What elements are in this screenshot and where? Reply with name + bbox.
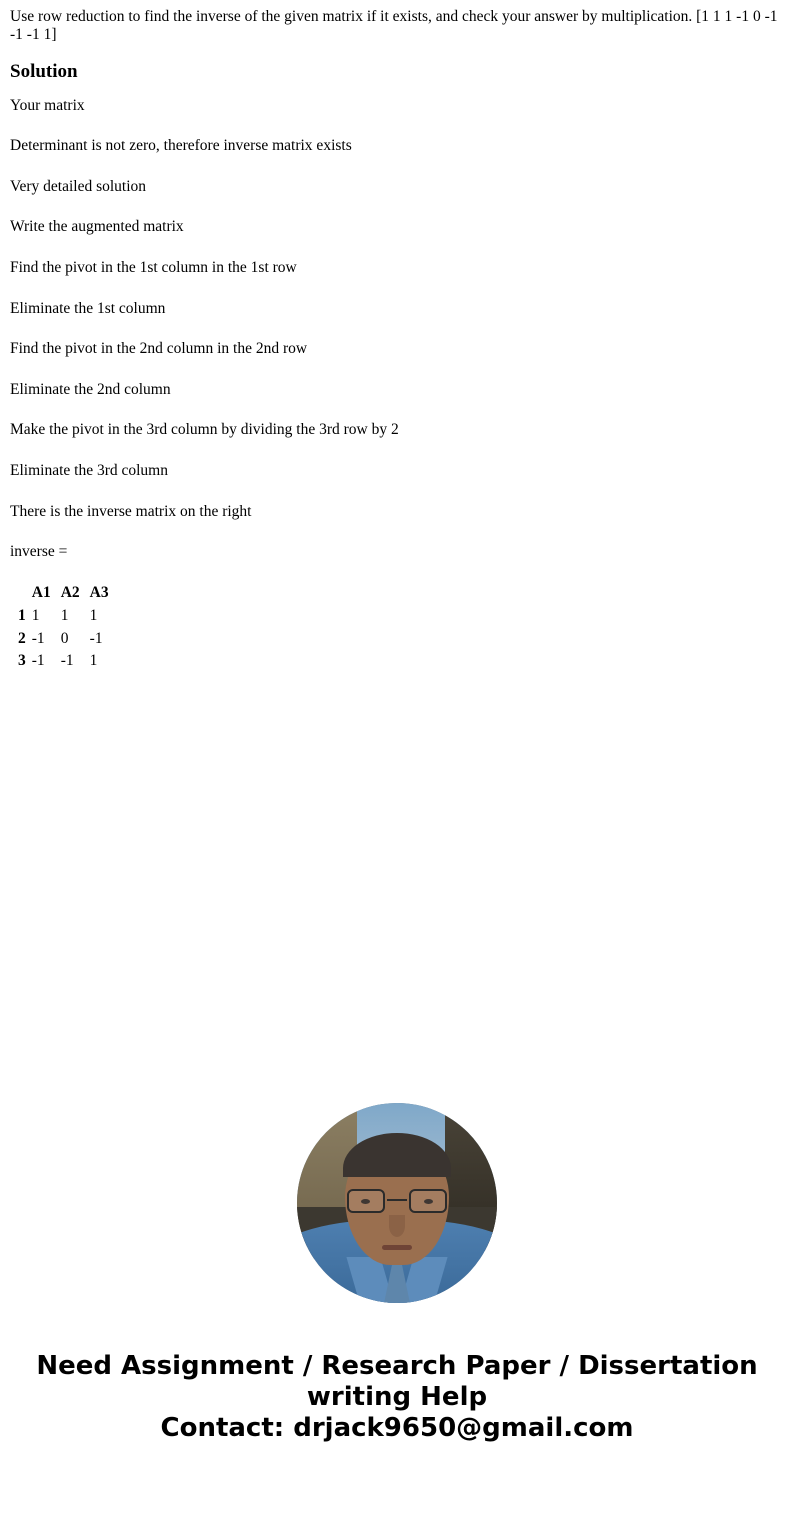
inverse-matrix-table — [16, 582, 117, 674]
matrix-cell-r3c2: -1 — [60, 652, 74, 670]
avatar-mouth — [382, 1245, 412, 1250]
solution-step-2: Determinant is not zero, therefore inverse matrix exists — [10, 137, 352, 155]
solution-step-3: Very detailed solution — [10, 177, 147, 195]
matrix-row-label-2: 2 — [18, 629, 26, 647]
solution-step-10: Eliminate the 3rd column — [10, 461, 168, 479]
table-row — [16, 628, 117, 651]
matrix-corner-cell — [16, 582, 30, 605]
matrix-column-header-a2: A2 — [60, 583, 80, 601]
solution-step-7: Find the pivot in the 2nd column in the 2nd row — [10, 340, 308, 358]
matrix-column-header-a1: A1 — [31, 583, 51, 601]
avatar-nose — [389, 1215, 405, 1237]
solution-step-11: There is the inverse matrix on the right — [10, 502, 252, 520]
avatar-glasses-bridge — [387, 1199, 407, 1201]
solution-heading: Solution — [10, 60, 78, 82]
matrix-column-header-a3: A3 — [89, 583, 109, 601]
avatar-container — [10, 1103, 784, 1303]
inverse-label: inverse = — [10, 543, 68, 561]
avatar-glasses — [345, 1189, 449, 1213]
solution-step-1: Your matrix — [10, 96, 85, 114]
matrix-cell-r3c3: 1 — [89, 652, 98, 670]
avatar — [297, 1103, 497, 1303]
matrix-cell-r1c1: 1 — [31, 606, 40, 624]
question-text: Use row reduction to find the inverse of the given matrix if it exists, and check your answer by multiplication. [1 1 1 -1 0 -1 -1 -1 1] — [10, 8, 778, 44]
matrix-cell-r2c2: 0 — [60, 629, 69, 647]
matrix-header-row — [16, 582, 117, 605]
matrix-cell-r2c3: -1 — [89, 629, 103, 647]
promo-line-1: Need Assignment / Research Paper / Dissertation — [36, 1351, 758, 1382]
promo-banner — [10, 1351, 784, 1473]
solution-step-8: Eliminate the 2nd column — [10, 380, 171, 398]
promo-contact: Contact: drjack9650@gmail.com — [160, 1412, 634, 1443]
table-row — [16, 650, 117, 673]
matrix-row-label-1: 1 — [18, 606, 26, 624]
matrix-cell-r1c2: 1 — [60, 606, 69, 624]
solution-step-5: Find the pivot in the 1st column in the 1st row — [10, 258, 297, 276]
solution-step-4: Write the augmented matrix — [10, 218, 184, 236]
matrix-cell-r3c1: -1 — [31, 652, 45, 670]
avatar-glasses-lens-right — [409, 1189, 447, 1213]
solution-step-6: Eliminate the 1st column — [10, 299, 166, 317]
matrix-cell-r2c1: -1 — [31, 629, 45, 647]
table-row — [16, 605, 117, 628]
promo-line-2: writing Help — [306, 1382, 488, 1413]
matrix-cell-r1c3: 1 — [89, 606, 98, 624]
solution-step-9: Make the pivot in the 3rd column by dividing the 3rd row by 2 — [10, 421, 399, 439]
avatar-glasses-lens-left — [347, 1189, 385, 1213]
matrix-row-label-3: 3 — [18, 652, 26, 670]
